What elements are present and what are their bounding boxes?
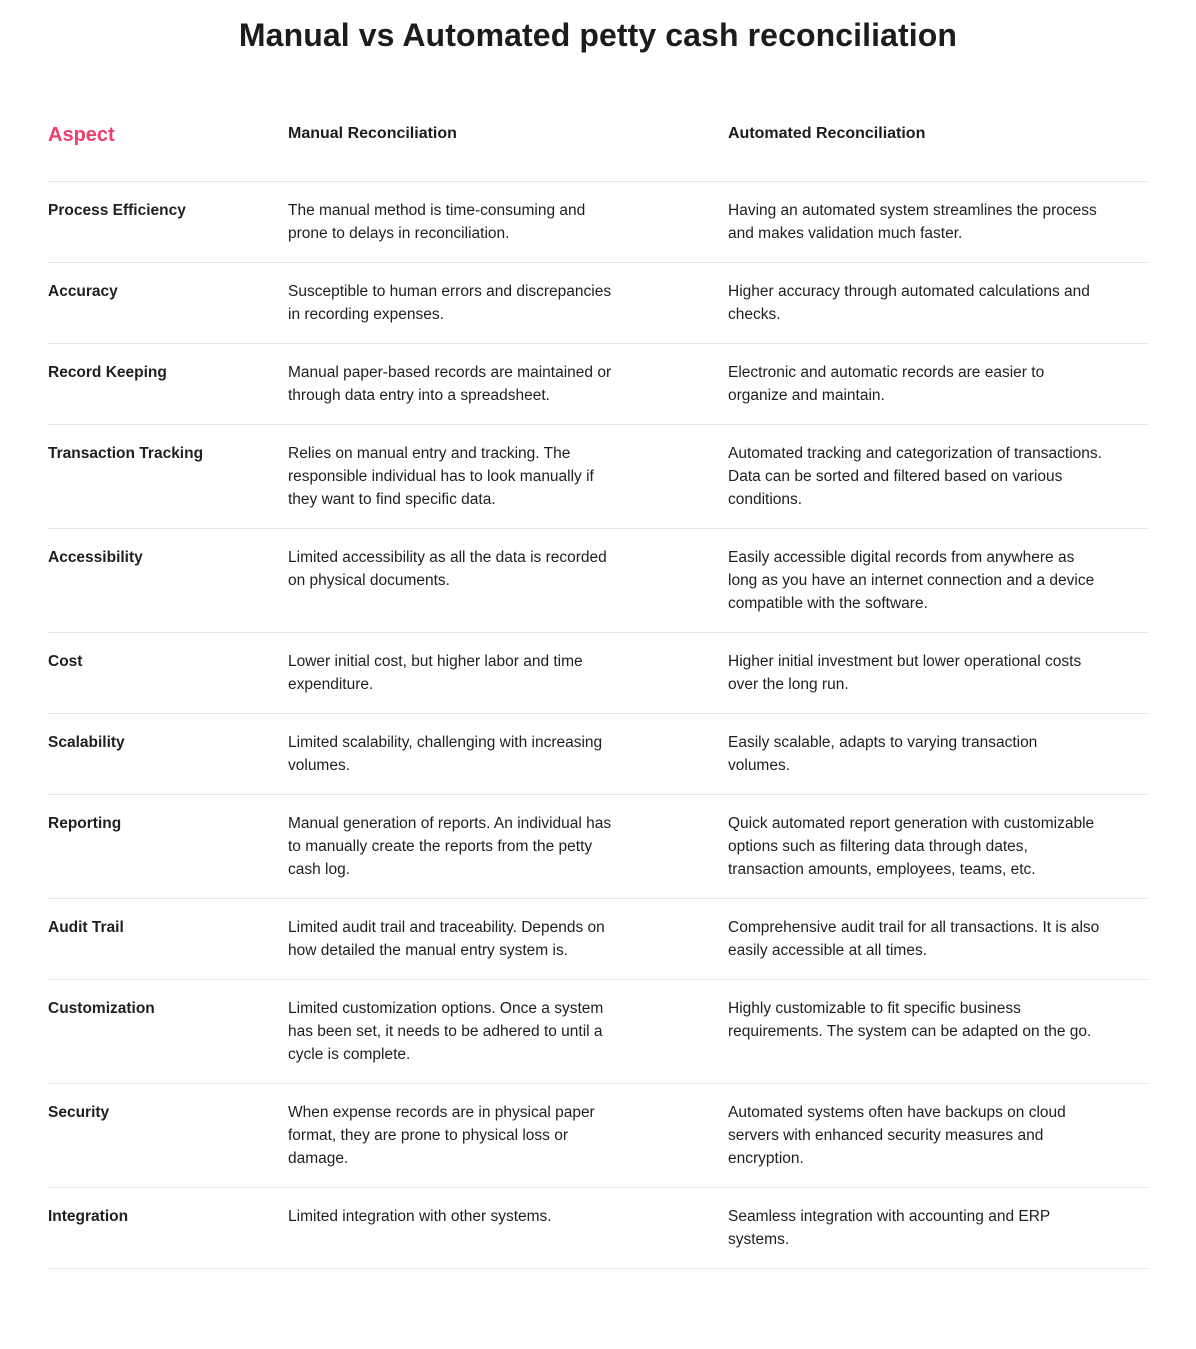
- row-automated-cell: [728, 979, 1148, 1083]
- row-manual-text: The manual method is time-consuming and prone to delays in reconciliation.: [288, 201, 586, 242]
- row-manual-text: Lower initial cost, but higher labor and time expenditure.: [288, 652, 583, 693]
- row-automated-cell: [728, 528, 1148, 632]
- row-manual-cell: [288, 262, 728, 343]
- row-manual-cell: [288, 713, 728, 794]
- row-manual-text: Limited scalability, challenging with increasing volumes.: [288, 733, 603, 774]
- row-automated-text: Higher accuracy through automated calculations and checks.: [728, 282, 1090, 323]
- row-manual-cell: [288, 181, 728, 262]
- row-automated-cell: [728, 794, 1148, 898]
- header-row: [48, 100, 1148, 181]
- row-automated-cell: [728, 181, 1148, 262]
- table-row: [48, 632, 1148, 713]
- header-automated: Automated Reconciliation: [728, 100, 1148, 181]
- row-automated-cell: [728, 343, 1148, 424]
- row-manual-text: Relies on manual entry and tracking. The responsible individual has to look manually if they want to find specific data.: [288, 444, 594, 508]
- comparison-table: [48, 100, 1148, 1269]
- row-automated-cell: [728, 713, 1148, 794]
- row-automated-text: Quick automated report generation with customizable options such as filtering data through dates, transaction amounts, employees, teams, etc.: [728, 814, 1095, 878]
- row-manual-text: When expense records are in physical paper format, they are prone to physical loss or damage.: [288, 1103, 595, 1167]
- row-aspect: Record Keeping: [48, 343, 288, 424]
- row-automated-text: Comprehensive audit trail for all transactions. It is also easily accessible at all times.: [728, 918, 1100, 959]
- row-aspect: Scalability: [48, 713, 288, 794]
- row-aspect: Process Efficiency: [48, 181, 288, 262]
- row-manual-text: Susceptible to human errors and discrepancies in recording expenses.: [288, 282, 612, 323]
- row-automated-text: Automated tracking and categorization of transactions. Data can be sorted and filtered based on various conditions.: [728, 444, 1102, 508]
- header-manual: Manual Reconciliation: [288, 100, 728, 181]
- row-manual-cell: [288, 424, 728, 528]
- row-manual-cell: [288, 898, 728, 979]
- row-aspect: Audit Trail: [48, 898, 288, 979]
- row-automated-cell: [728, 632, 1148, 713]
- row-automated-cell: [728, 1083, 1148, 1187]
- table-body: [48, 181, 1148, 1268]
- table-row: [48, 262, 1148, 343]
- table-row: [48, 1187, 1148, 1268]
- row-automated-text: Highly customizable to fit specific business requirements. The system can be adapted on the go.: [728, 999, 1092, 1040]
- row-manual-text: Limited integration with other systems.: [288, 1207, 552, 1225]
- table-row: [48, 979, 1148, 1083]
- table-row: [48, 343, 1148, 424]
- header-aspect: Aspect: [48, 100, 288, 181]
- row-manual-text: Limited customization options. Once a system has been set, it needs to be adhered to until a cycle is complete.: [288, 999, 604, 1063]
- row-automated-text: Electronic and automatic records are easier to organize and maintain.: [728, 363, 1045, 404]
- table-row: [48, 794, 1148, 898]
- row-automated-cell: [728, 262, 1148, 343]
- row-automated-text: Automated systems often have backups on cloud servers with enhanced security measures and encryption.: [728, 1103, 1066, 1167]
- row-aspect: Accessibility: [48, 528, 288, 632]
- row-manual-cell: [288, 1083, 728, 1187]
- row-aspect: Accuracy: [48, 262, 288, 343]
- row-manual-cell: [288, 1187, 728, 1268]
- row-automated-cell: [728, 1187, 1148, 1268]
- row-automated-cell: [728, 898, 1148, 979]
- row-automated-text: Easily scalable, adapts to varying transaction volumes.: [728, 733, 1038, 774]
- table-row: [48, 898, 1148, 979]
- row-manual-text: Limited audit trail and traceability. Depends on how detailed the manual entry system is.: [288, 918, 605, 959]
- row-aspect: Security: [48, 1083, 288, 1187]
- row-manual-text: Manual generation of reports. An individual has to manually create the reports from the petty cash log.: [288, 814, 612, 878]
- row-automated-text: Higher initial investment but lower operational costs over the long run.: [728, 652, 1082, 693]
- row-aspect: Cost: [48, 632, 288, 713]
- row-manual-text: Limited accessibility as all the data is recorded on physical documents.: [288, 548, 607, 589]
- row-manual-cell: [288, 528, 728, 632]
- row-manual-cell: [288, 632, 728, 713]
- table-row: [48, 713, 1148, 794]
- row-manual-text: Manual paper-based records are maintained or through data entry into a spreadsheet.: [288, 363, 612, 404]
- row-automated-cell: [728, 424, 1148, 528]
- row-manual-cell: [288, 979, 728, 1083]
- page-title: Manual vs Automated petty cash reconciliation: [238, 17, 958, 53]
- table-row: [48, 181, 1148, 262]
- table-row: [48, 1083, 1148, 1187]
- row-aspect: Reporting: [48, 794, 288, 898]
- row-aspect: Transaction Tracking: [48, 424, 288, 528]
- row-aspect: Customization: [48, 979, 288, 1083]
- table-row: [48, 528, 1148, 632]
- row-automated-text: Having an automated system streamlines the process and makes validation much faster.: [728, 201, 1097, 242]
- table-row: [48, 424, 1148, 528]
- row-manual-cell: [288, 343, 728, 424]
- row-aspect: Integration: [48, 1187, 288, 1268]
- row-automated-text: Easily accessible digital records from anywhere as long as you have an internet connection and a device compatible with the software.: [728, 548, 1095, 612]
- table-header: [48, 100, 1148, 181]
- row-manual-cell: [288, 794, 728, 898]
- row-automated-text: Seamless integration with accounting and ERP systems.: [728, 1207, 1050, 1248]
